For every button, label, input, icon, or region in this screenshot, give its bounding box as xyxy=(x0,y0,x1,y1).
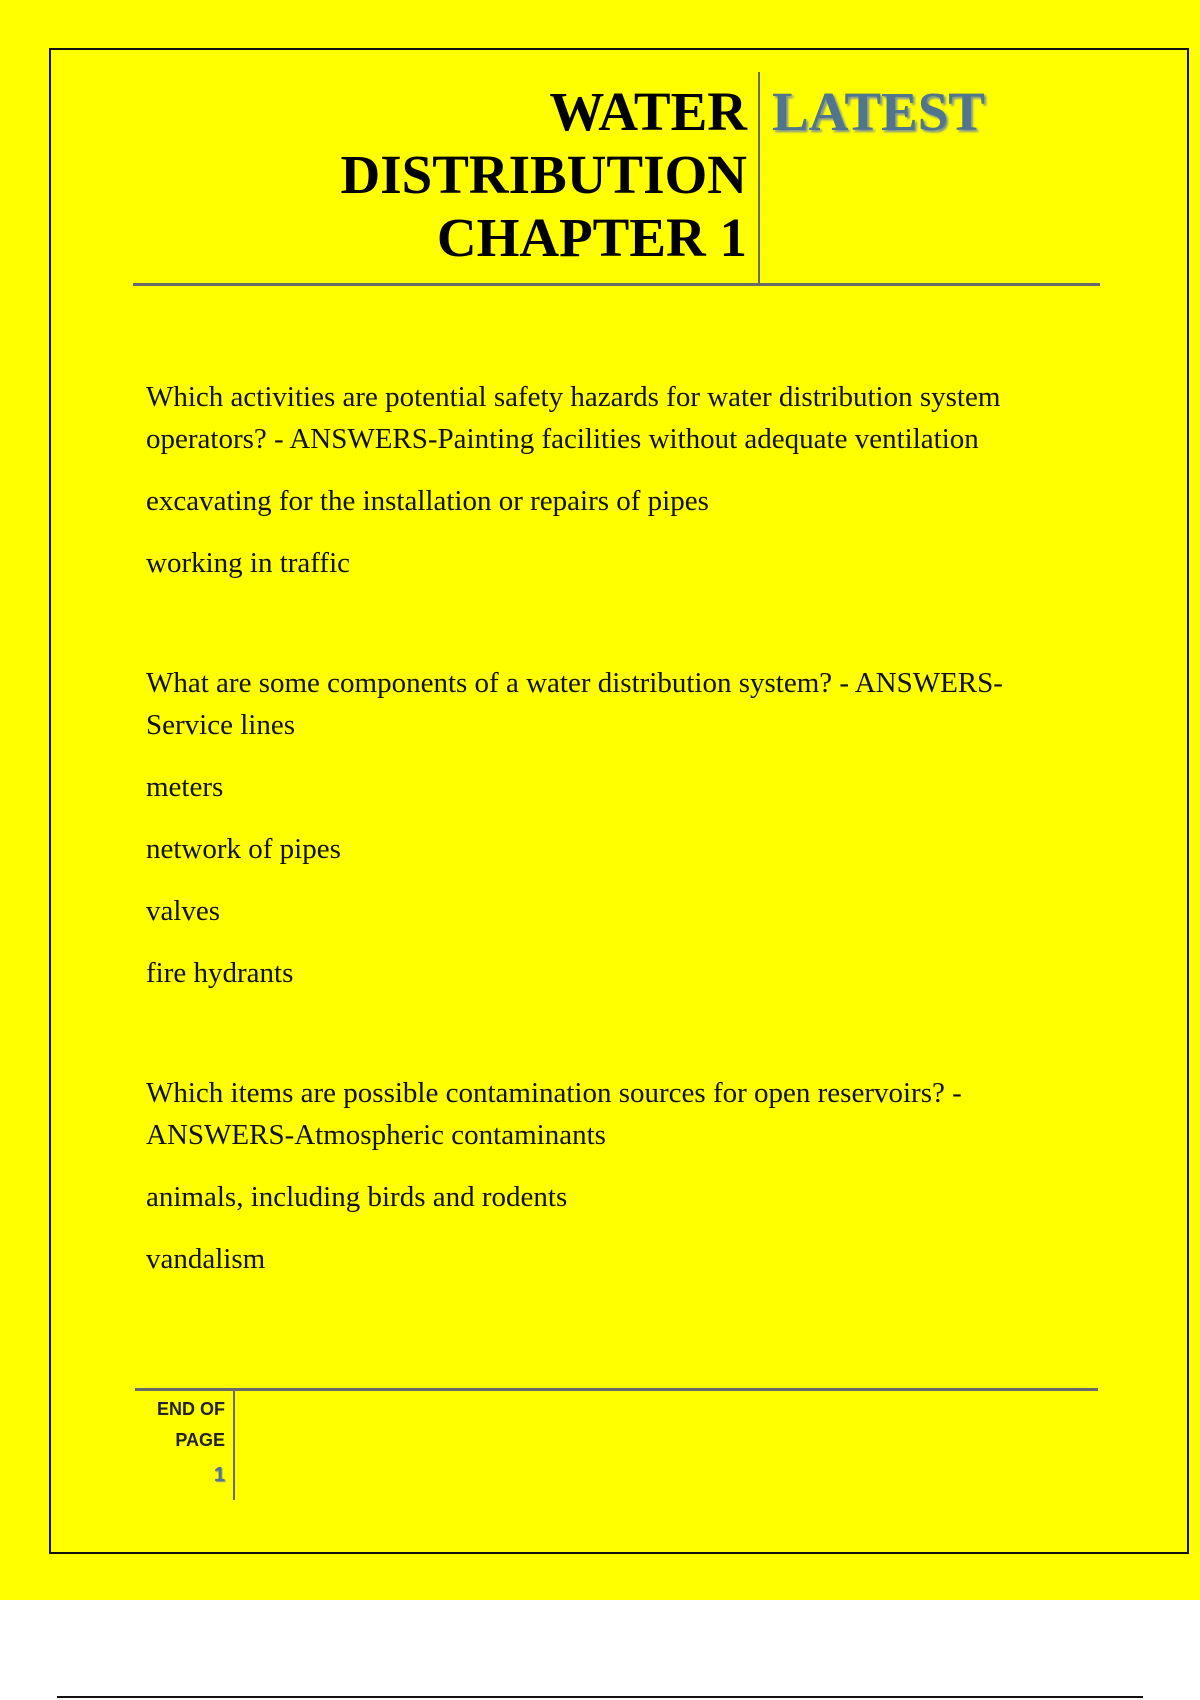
answer-item: network of pipes xyxy=(146,833,341,865)
header-divider xyxy=(758,72,760,284)
bottom-rule xyxy=(57,1696,1143,1698)
answer-item: fire hydrants xyxy=(146,957,294,989)
qa-block xyxy=(146,1072,1076,1280)
qa-block xyxy=(146,376,1076,584)
document-title xyxy=(300,80,747,269)
header-rule xyxy=(133,283,1100,286)
answer-item: working in traffic xyxy=(146,547,351,579)
answer-item: animals, including birds and rodents xyxy=(146,1181,568,1213)
footer-divider xyxy=(233,1390,235,1500)
footer-rule xyxy=(135,1388,1098,1391)
title-line: WATER xyxy=(549,81,747,142)
footer-label-line: END OF xyxy=(156,1399,225,1419)
end-of-page-label xyxy=(130,1394,225,1456)
latest-badge: LATEST xyxy=(772,81,985,142)
qa-content xyxy=(146,376,1076,1358)
answer-item: valves xyxy=(146,895,221,927)
title-line: CHAPTER 1 xyxy=(436,207,747,268)
answer-item: excavating for the installation or repairs of pipes xyxy=(146,485,709,517)
question-text: Which activities are potential safety hazards for water distribution system operators? - ANSWERS-Painting facilities without adequate ventilation xyxy=(146,381,1001,455)
title-line: DISTRIBUTION xyxy=(340,144,747,205)
qa-block xyxy=(146,662,1076,994)
question-text: Which items are possible contamination sources for open reservoirs? - ANSWERS-Atmospheric contaminants xyxy=(146,1077,962,1151)
answer-item: meters xyxy=(146,771,224,803)
page-number: 1 xyxy=(213,1464,225,1486)
answer-item: vandalism xyxy=(146,1243,266,1275)
question-text: What are some components of a water distribution system? - ANSWERS-Service lines xyxy=(146,667,1003,741)
footer-label-line: PAGE xyxy=(175,1430,225,1450)
